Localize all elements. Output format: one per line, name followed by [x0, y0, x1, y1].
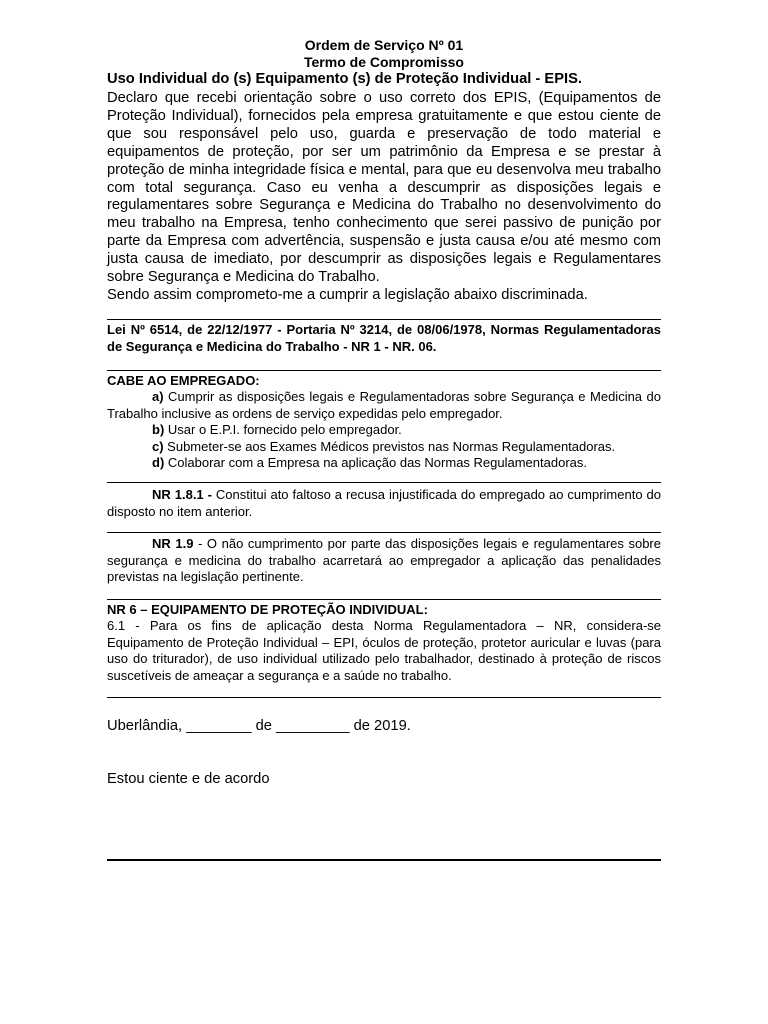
cabe-heading: CABE AO EMPREGADO:: [107, 373, 260, 388]
nr6-text: 6.1 - Para os fins de aplicação desta Norma Regulamentadora – NR, considera-se Equipamento de Proteção Individual – EPI, óculos de proteção, protetor auricular e luvas (para uso do triturador), de uso individual utilizado pelo trabalhador, destinado à proteção de riscos suscetíveis de ameaçar a segurança e a saúde no trabalho.: [107, 618, 661, 683]
nr-181-clause: [107, 487, 661, 520]
cabe-item-letter: d): [152, 455, 165, 470]
cabe-item-text: Colaborar com a Empresa na aplicação das Normas Regulamentadoras.: [164, 455, 587, 470]
intro-body: [107, 90, 661, 305]
divider: [107, 697, 661, 698]
cabe-item-letter: a): [152, 389, 164, 404]
agreement-text: Estou ciente e de acordo: [107, 771, 270, 787]
nr-181-label: NR 1.8.1 -: [152, 487, 212, 502]
city-date-line: Uberlândia, ________ de _________ de 2019.: [107, 718, 411, 734]
divider: [107, 370, 661, 371]
nr-19-clause: [107, 536, 661, 586]
cabe-item-b: [107, 422, 661, 439]
document-subtitle: Termo de Compromisso: [304, 54, 464, 70]
cabe-item-letter: b): [152, 422, 165, 437]
intro-closing: Sendo assim comprometo-me a cumprir a legislação abaixo discriminada.: [107, 286, 588, 303]
nr-19-label: NR 1.9: [152, 536, 194, 551]
nr-19-text: - O não cumprimento por parte das disposições legais e regulamentares sobre segurança e medicina do trabalho acarretará ao empregador a aplicação das penalidades previstas na legislação pertinente.: [107, 536, 661, 584]
divider: [107, 599, 661, 600]
intro-heading: Uso Individual do (s) Equipamento (s) de Proteção Individual - EPIS.: [107, 71, 582, 87]
signature-line: [107, 859, 661, 861]
cabe-item-c: [107, 439, 661, 456]
divider: [107, 482, 661, 483]
law-reference: Lei Nº 6514, de 22/12/1977 - Portaria Nº 3214, de 08/06/1978, Normas Regulamentadoras de Segurança e Medicina do Trabalho - NR 1 - NR. 06.: [107, 322, 661, 354]
cabe-list: [107, 389, 661, 472]
divider: [107, 532, 661, 533]
divider: [107, 319, 661, 320]
document-title: Ordem de Serviço Nº 01: [304, 37, 464, 53]
cabe-item-text: Usar o E.P.I. fornecido pelo empregador.: [164, 422, 402, 437]
cabe-item-d: [107, 455, 661, 472]
cabe-item-text: Cumprir as disposições legais e Regulamentadoras sobre Segurança e Medicina do Trabalho inclusive as ordens de serviço expedidas pelo empregador.: [107, 389, 661, 421]
nr6-heading: NR 6 – EQUIPAMENTO DE PROTEÇÃO INDIVIDUAL:: [107, 602, 428, 617]
nr-181-text: Constitui ato faltoso a recusa injustificada do empregado ao cumprimento do disposto no item anterior.: [107, 487, 661, 519]
cabe-item-text: Submeter-se aos Exames Médicos previstos nas Normas Regulamentadoras.: [163, 438, 616, 454]
cabe-item-letter: c): [152, 438, 164, 454]
intro-paragraph: Declaro que recebi orientação sobre o uso correto dos EPIS, (Equipamentos de Proteção Individual), fornecidos pela empresa gratuitamente e que estou ciente de que sou responsável pelo uso, guarda e preservação de todo material e equipamentos de proteção, por ser um patrimônio da Empresa e se prestar à proteção de minha integridade física e mental, para que eu desenvolva meu trabalho com total segurança. Caso eu venha a descumprir as disposições legais e regulamentares sobre Segurança e Medicina do Trabalho no desenvolvimento do meu trabalho na Empresa, tenho conhecimento que serei passivo de punição por parte da Empresa com advertência, suspensão e justa causa e/ou até mesmo com justa causa de imediato, por descumprir as disposições legais e Regulamentares sobre Segurança e Medicina do Trabalho.: [107, 90, 661, 286]
cabe-item-a: [107, 389, 661, 422]
